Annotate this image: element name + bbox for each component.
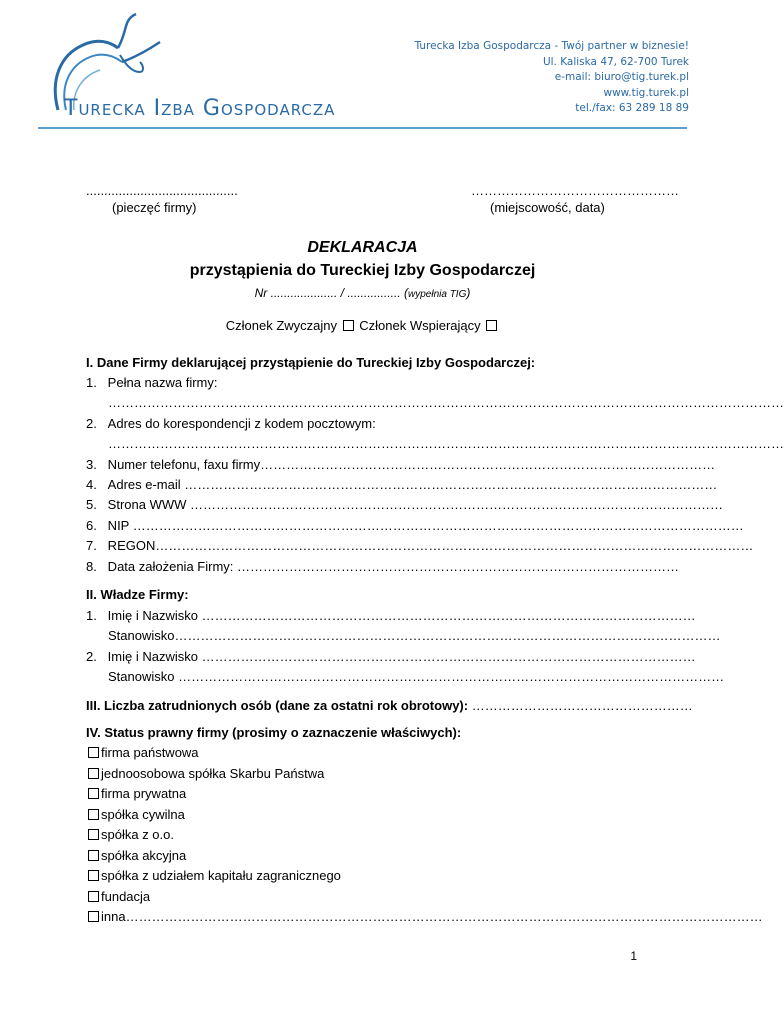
status-option[interactable]: fundacja <box>86 889 638 907</box>
status-option[interactable]: jednoosobowa spółka Skarbu Państwa <box>86 766 638 784</box>
page-number: 1 <box>630 949 637 963</box>
field-person-1-name[interactable]: 1. Imię i Nazwisko …………………………………………………………………………………………………… <box>86 608 696 623</box>
section-1-heading: I. Dane Firmy deklarującej przystąpienie do Tureckiej Izby Gospodarczej: <box>86 355 536 370</box>
field-person-2-position[interactable]: Stanowisko ……………………………………………………………………………………………………………… <box>108 669 725 684</box>
stamp-caption: (pieczęć firmy) <box>112 200 197 215</box>
status-option[interactable]: inna………………………………………………………………………………………………………………………………… <box>86 909 638 927</box>
checkbox-icon[interactable] <box>88 891 99 902</box>
status-option[interactable]: firma prywatna <box>86 786 638 804</box>
field-person-2-name[interactable]: 2. Imię i Nazwisko …………………………………………………………………………………………………… <box>86 649 696 664</box>
organization-name: Turecka Izba Gospodarcza <box>64 96 336 121</box>
field-nip[interactable]: 6. NIP …………………………………………………………………………………………………………………………… <box>86 518 744 533</box>
section-4-heading: IV. Status prawny firmy (prosimy o zaznaczenie właściwych): <box>86 725 462 740</box>
field-company-name: 1. Pełna nazwa firmy: <box>86 375 218 390</box>
checkbox-icon[interactable] <box>88 768 99 779</box>
field-founding-date[interactable]: 8. Data założenia Firmy: ………………………………………………………………………………………… <box>86 559 679 574</box>
field-address-dots[interactable]: ………………………………………………………………………………………………………………………………………… <box>108 436 784 451</box>
tagline: Turecka Izba Gospodarcza - Twój partner w biznesie! <box>414 40 689 52</box>
document-title: DEKLARACJA <box>307 239 418 256</box>
ordinary-member-label: Członek Zwyczajny <box>225 318 337 333</box>
field-email[interactable]: 4. Adres e-mail …………………………………………………………………………………………………………… <box>86 477 718 492</box>
field-phone[interactable]: 3. Numer telefonu, faxu firmy…………………………………………………………………………………………… <box>86 457 716 472</box>
status-option[interactable]: firma państwowa <box>86 745 638 763</box>
email: e-mail: biuro@tig.turek.pl <box>554 71 689 83</box>
checkbox-icon[interactable] <box>88 747 99 758</box>
section-2-heading: II. Władze Firmy: <box>86 587 189 602</box>
number-note: wypełnia TIG <box>408 289 467 300</box>
status-option[interactable]: spółka akcyjna <box>86 848 638 866</box>
checkbox-icon[interactable] <box>88 850 99 861</box>
section-3-line[interactable] <box>86 698 693 716</box>
checkbox-icon[interactable] <box>88 870 99 881</box>
stamp-dots: .......................................... <box>86 183 238 198</box>
membership-type <box>0 318 725 333</box>
contact-info <box>415 39 689 117</box>
field-company-name-dots[interactable]: ………………………………………………………………………………………………………………………………………… <box>108 395 784 410</box>
document-subtitle: przystąpienia do Tureckiej Izby Gospodarczej <box>189 262 536 279</box>
website: www.tig.turek.pl <box>603 86 689 99</box>
checkbox-icon[interactable] <box>88 809 99 820</box>
supporting-member-label: Członek Wspierający <box>359 318 481 333</box>
status-option[interactable]: spółka z udziałem kapitału zagranicznego <box>86 868 638 886</box>
ordinary-member-checkbox[interactable] <box>343 320 354 331</box>
number-text: Nr .................... / ................ ( <box>254 286 408 300</box>
field-address: 2. Adres do korespondencji z kodem pocztowym: <box>86 416 376 431</box>
header-divider <box>38 127 687 129</box>
field-website[interactable]: 5. Strona WWW …………………………………………………………………………………………………………… <box>86 497 724 512</box>
section-3-heading: III. Liczba zatrudnionych osób (dane za ostatni rok obrotowy): <box>86 698 469 713</box>
status-option[interactable]: spółka z o.o. <box>86 827 638 845</box>
field-regon[interactable]: 7. REGON………………………………………………………………………………………………………………………… <box>86 538 754 553</box>
supporting-member-checkbox[interactable] <box>486 320 497 331</box>
checkbox-icon[interactable] <box>88 911 99 922</box>
phone: tel./fax: 63 289 18 89 <box>575 102 689 114</box>
place-date-dots: ………………………………………… <box>471 183 679 198</box>
address: Ul. Kaliska 47, 62-700 Turek <box>542 55 689 68</box>
number-close: ) <box>466 286 471 300</box>
checkbox-icon[interactable] <box>88 829 99 840</box>
number-line <box>0 286 725 300</box>
place-date-caption: (miejscowość, data) <box>490 200 605 215</box>
employees-dots: …………………………………………… <box>468 698 693 713</box>
checkbox-icon[interactable] <box>88 788 99 799</box>
field-person-1-position[interactable]: Stanowisko……………………………………………………………………………………………………………… <box>108 628 721 643</box>
status-option[interactable]: spółka cywilna <box>86 807 638 825</box>
